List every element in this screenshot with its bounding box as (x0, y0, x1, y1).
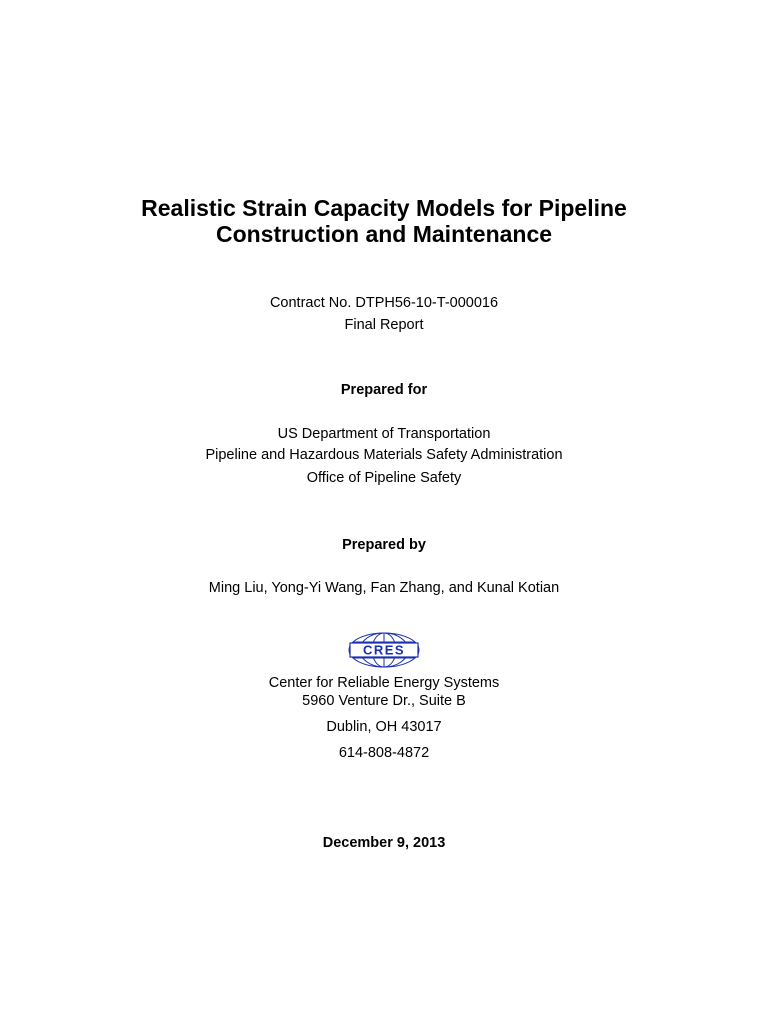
contract-number: Contract No. DTPH56-10-T-000016 (269, 295, 499, 311)
organization-phone: 614-808-4872 (338, 745, 430, 761)
organization-address-2: Dublin, OH 43017 (326, 719, 442, 735)
prepared-for-heading: Prepared for (340, 382, 428, 398)
title-line-1: Realistic Strain Capacity Models for Pipeline (141, 195, 627, 221)
prepared-for-line: Office of Pipeline Safety (306, 470, 462, 486)
logo-text: CRES (362, 642, 406, 658)
cres-logo (346, 630, 422, 670)
report-date: December 9, 2013 (322, 835, 446, 851)
title-line-2: Construction and Maintenance (215, 221, 553, 247)
prepared-for-line: US Department of Transportation (277, 426, 491, 442)
organization-address-1: 5960 Venture Dr., Suite B (302, 693, 466, 709)
report-type: Final Report (344, 317, 424, 333)
organization-name: Center for Reliable Energy Systems (268, 675, 500, 691)
authors: Ming Liu, Yong-Yi Wang, Fan Zhang, and Kunal Kotian (208, 580, 560, 596)
prepared-by-heading: Prepared by (342, 537, 426, 553)
prepared-for-line: Pipeline and Hazardous Materials Safety Administration (205, 447, 563, 463)
